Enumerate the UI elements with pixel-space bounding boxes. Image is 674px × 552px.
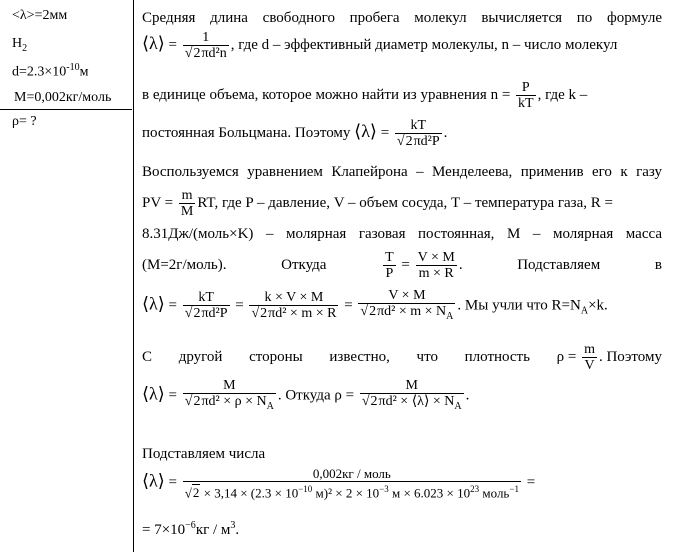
- sol-line-13: ⟨λ⟩ = 0,002кг / моль $√2 \times 3,14 \times (2.3 \times 10^{-10}$ $м)^2 \times 2 \times 10^{-3}$ $м \times 6.023 \times 10^{23}$ моль$^{-1}$ =: [142, 466, 536, 501]
- given-divider: [0, 109, 132, 110]
- sol-result: = $7\times 10^{-6}кг / м^3$.: [142, 520, 240, 538]
- given-find: ρ= ?: [12, 114, 37, 129]
- sol-line-1: Средняя длина свободного пробега молекул вычисляется по формуле: [142, 10, 662, 26]
- sol-line-10: С другой стороны известно, что плотность ρ = $\frac{m}{V}$ . Поэтому: [142, 342, 662, 373]
- given-molar-mass: M=0,002кг/моль: [14, 90, 112, 105]
- sol-line-3: в единице объема, которое можно найти из уравнения n = $\frac{P}{kT}$ , где k –: [142, 80, 588, 111]
- sol-line-6: PV = $\frac{m}{M}$ RT, где P – давление, V – объем сосуда, T – температура газа, R =: [142, 188, 613, 219]
- sol-line-12: Подставляем числа: [142, 446, 266, 462]
- sol-line-11: ⟨λ⟩ = $\frac{M}{√2\pi d^2 \times \rho \times N_A}$ . Откуда ρ = $\frac{M}{√2\pi d^2 \times ⟨\lambda⟩ \times N_A}$ .: [142, 378, 470, 412]
- sol-line-4: постоянная Больцмана. Поэтому ⟨λ⟩ = $\frac{kT}{\text{√2πd²P}}$ .: [142, 118, 448, 149]
- sol-line-9: ⟨λ⟩ = $\frac{kT}{\text{√2πd²P}}$ = $\frac{k \times V \times M}{\text{√2πd² × m × R}}$ = $\frac{V \times M}{√2\pi d^2 \times m \times N_A}$ . Мы учли что $R=N_A\times k$.: [142, 288, 608, 322]
- sol-line-7: 8.31Дж/(моль×K) – молярная газовая постоянная, M – молярная масса: [142, 226, 662, 242]
- given-gas: $H_2$: [12, 36, 28, 54]
- sol-line-5: Воспользуемся уравнением Клапейрона – Менделеева, применив его к газу: [142, 164, 662, 180]
- formula-1: $\frac{1}{\text{√2πd²n}}$: [184, 30, 227, 61]
- sol-line-2: ⟨λ⟩ = $\frac{1}{\text{√2πd²n}}$ , где d – эффективный диаметр молекулы, n – число молекул: [142, 30, 618, 61]
- given-diameter: $d=2.3\times 10^{-10}м$: [12, 62, 89, 80]
- sol-line-8: (M=2г/моль). Откуда $\frac{T}{P}$ = $\frac{V \times M}{m \times R}$ . Подставляем в: [142, 250, 662, 281]
- column-divider: [133, 0, 134, 552]
- given-lambda: <λ>=2мм: [12, 8, 68, 23]
